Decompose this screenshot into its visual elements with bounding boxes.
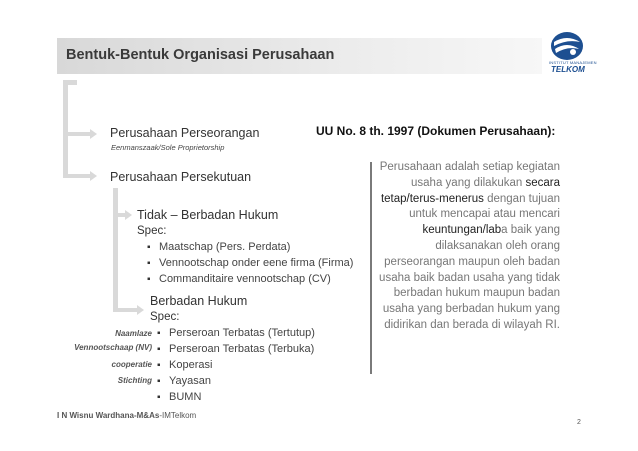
title-bar [57, 38, 542, 74]
tidak-spec: Spec: [137, 225, 167, 237]
badan-item: ▪ Koperasi [157, 359, 212, 371]
perseorangan-label: Perusahaan Perseorangan [110, 126, 260, 140]
arrow-tidak-icon [125, 210, 132, 220]
branch-badan [116, 308, 138, 312]
main-bracket-top [63, 80, 77, 85]
logo-line2: TELKOM [551, 65, 585, 74]
footer [57, 411, 196, 420]
sub-bracket [113, 188, 118, 312]
badan-hukum-label: Berbadan Hukum [150, 294, 248, 308]
badan-spec: Spec: [150, 311, 180, 323]
side-label: Stichting [117, 376, 152, 385]
uu-heading: UU No. 8 th. 1997 (Dokumen Perusahaan): [316, 124, 556, 138]
uu-highlight: keuntungan/lab [422, 224, 502, 237]
badan-item: ▪ BUMN [157, 391, 201, 403]
branch-perseorangan [66, 132, 91, 136]
branch-persekutuan [66, 174, 91, 178]
footer-author: I N Wisnu Wardhana-M&As [57, 411, 160, 420]
badan-item: ▪ Yayasan [157, 375, 211, 387]
uu-text: a baik yang dilaksanakan oleh orang perseorangan maupun oleh badan usaha baik badan usaha yang tidak berbadan hukum maupun badan usaha yang berbadan hukum yang didirikan dan berada di wilayah RI. [379, 224, 560, 331]
side-label: Naamlaze [115, 329, 152, 338]
main-bracket [63, 80, 68, 178]
logo-line1: INSTITUT MANAJEMEN [549, 60, 597, 65]
footer-org: -IMTelkom [159, 411, 197, 420]
badan-item: ▪ Perseroan Terbatas (Terbuka) [157, 343, 314, 355]
uu-paragraph [372, 160, 560, 334]
uu-text: Perusahaan adalah setiap kegiatan usaha yang dilakukan [379, 161, 560, 189]
tidak-item: ▪ Maatschap (Pers. Perdata) [147, 241, 290, 253]
tidak-badan-hukum-label: Tidak – Berbadan Hukum [137, 208, 279, 222]
side-label: Vennootschaap (NV) [74, 343, 152, 352]
arrow-persekutuan-icon [90, 171, 97, 181]
arrow-perseorangan-icon [90, 129, 97, 139]
tidak-item: ▪ Vennootschap onder eene firma (Firma) [147, 257, 353, 269]
perseorangan-sub: Eenmanszaak/Sole Proprietorship [111, 143, 225, 152]
tidak-item: ▪ Commanditaire vennootschap (CV) [147, 273, 331, 285]
arrow-badan-icon [137, 305, 144, 315]
side-label: cooperatie [111, 360, 152, 369]
uu-highlight: secara tetap/terus-menerus [380, 176, 560, 205]
uu-text: dengan tujuan untuk mencapai atau mencari [409, 192, 560, 221]
page-number: 2 [577, 419, 581, 426]
slide-title: Bentuk-Bentuk Organisasi Perusahaan [66, 47, 335, 63]
persekutuan-label: Perusahaan Persekutuan [110, 170, 252, 184]
badan-item: ▪ Perseroan Terbatas (Tertutup) [157, 327, 315, 339]
